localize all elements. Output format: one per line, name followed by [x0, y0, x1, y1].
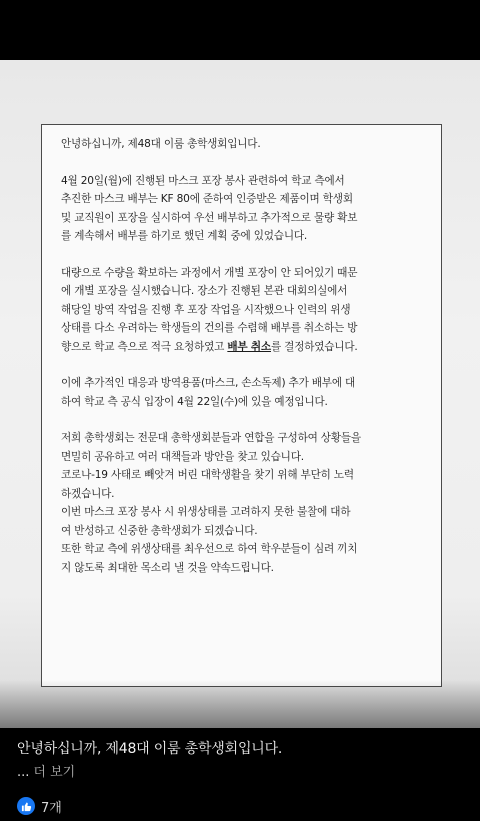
post-caption: 안녕하십니까, 제48대 이룸 총학생회입니다.: [17, 741, 283, 757]
doc-line: 이번 마스크 포장 봉사 시 위생상태를 고려하지 못한 불찰에 대하: [61, 506, 351, 518]
doc-line: 코로나-19 사태로 빼앗겨 버린 대학생활을 찾기 위해 부단히 노력: [61, 469, 354, 481]
doc-line: 상태를 다소 우려하는 학생들의 건의를 수렴해 배부를 취소하는 방: [61, 322, 358, 334]
doc-line-decision: [61, 338, 429, 357]
doc-line: 해당일 방역 작업을 진행 후 포장 작업을 시작했으나 인력의 위생: [61, 303, 351, 316]
like-count[interactable]: 7개: [41, 800, 62, 816]
post-caption-area: [0, 728, 480, 821]
doc-line: 하겠습니다.: [61, 487, 115, 500]
decision-underlined: 배부 취소: [227, 340, 271, 353]
decision-after: 를 결정하였습니다.: [270, 340, 358, 353]
like-thumb-icon: [17, 797, 35, 815]
doc-line: 저희 총학생회는 전문대 총학생회분들과 연합을 구성하여 상황들을: [61, 432, 361, 444]
doc-line: 여 반성하고 신중한 총학생회가 되겠습니다.: [61, 524, 258, 537]
notice-document: [41, 124, 442, 687]
doc-line: 하여 학교 측 공식 입장이 4월 22일(수)에 있을 예정입니다.: [61, 395, 328, 408]
doc-line: 추진한 마스크 배부는 KF 80에 준하여 인증받은 제품이며 학생회: [61, 193, 353, 205]
top-bar: [0, 0, 480, 60]
doc-line: 및 교직원이 포장을 실시하여 우선 배부하고 추가적으로 물량 확보: [61, 211, 358, 224]
see-more-link[interactable]: 더 보기: [33, 765, 76, 780]
doc-line: 에 개별 포장을 실시했습니다. 장소가 진행된 본관 대회의실에서: [61, 285, 348, 297]
doc-line: 대량으로 수량을 확보하는 과정에서 개별 포장이 안 되어있기 때문: [61, 266, 358, 279]
doc-line: 를 계속해서 배부를 하기로 했던 계획 중에 있었습니다.: [61, 230, 308, 242]
doc-line: 또한 학교 측에 위생상태를 최우선으로 하여 학우분들이 심려 끼치: [61, 543, 358, 555]
doc-line: 4월 20일(월)에 진행된 마스크 포장 봉사 관련하여 학교 측에서: [61, 174, 345, 187]
see-more-row[interactable]: [17, 761, 75, 780]
post-photo[interactable]: [0, 60, 480, 728]
doc-line: 안녕하십니까, 제48대 이룸 총학생회입니다.: [61, 138, 261, 150]
ellipsis: ...: [17, 765, 30, 780]
notice-text: [61, 135, 429, 577]
doc-line: 지 않도록 최대한 목소리 낼 것을 약속드립니다.: [61, 561, 274, 574]
reactions-row[interactable]: [17, 796, 62, 816]
doc-line: 이에 추가적인 대응과 방역용품(마스크, 손소독제) 추가 배부에 대: [61, 377, 356, 389]
decision-before: 향으로 학교 측으로 적극 요청하였고: [61, 340, 228, 353]
doc-line: 면밀히 공유하고 여러 대책들과 방안을 찾고 있습니다.: [61, 450, 304, 463]
